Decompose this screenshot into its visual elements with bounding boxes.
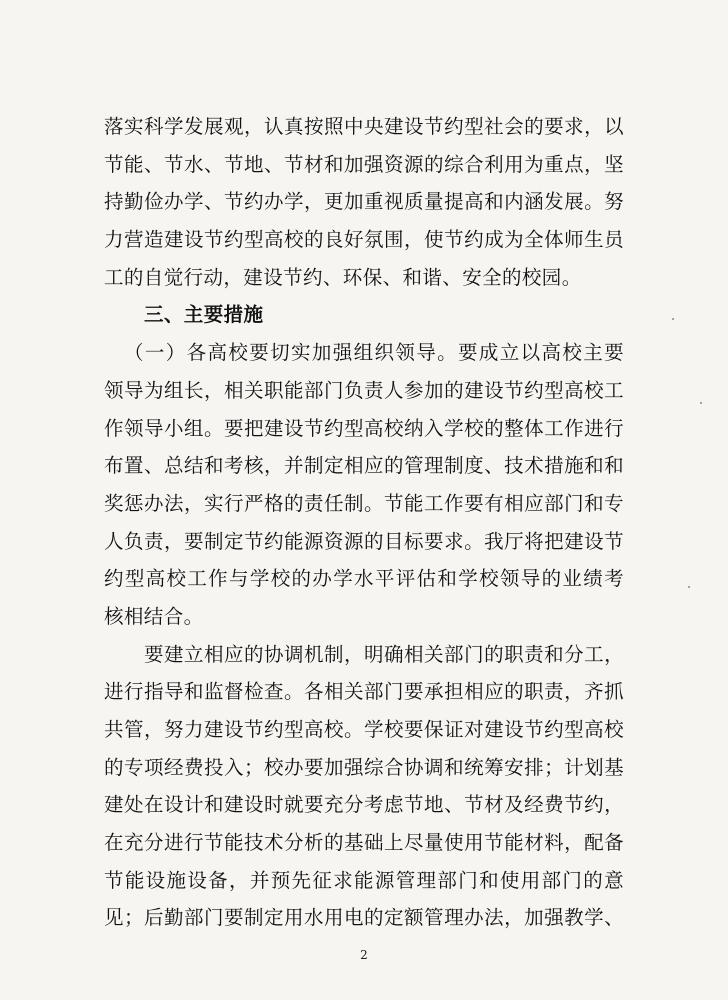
paragraph-2-line-3: 作领导小组。要把建设节约型高校纳入学校的整体工作进行 [104,416,624,440]
paragraph-3-line-7: 节能设施设备，并预先征求能源管理部门和使用部门的意 [104,868,624,892]
paragraph-2-line-1: （一）各高校要切实加强组织领导。要成立以高校主要 [124,341,624,365]
paragraph-2-line-8: 核相结合。 [104,604,204,628]
body-text [104,108,624,937]
scan-speck [672,318,674,320]
scan-speck [688,586,690,588]
paragraph-2-line-7: 约型高校工作与学校的办学水平评估和学校领导的业绩考 [104,567,624,591]
paragraph-3-line-5: 建处在设计和建设时就要充分考虑节地、节材及经费节约， [104,793,624,817]
paragraph-1-line-3: 持勤俭办学、节约办学，更加重视质量提高和内涵发展。努 [104,190,624,214]
paragraph-2-line-6: 人负责，要制定节约能源资源的目标要求。我厅将把建设节 [104,529,624,553]
paragraph-1-line-5: 工的自觉行动，建设节约、环保、和谐、安全的校园。 [104,265,582,289]
scan-speck [700,402,702,404]
paragraph-2-line-4: 布置、总结和考核，并制定相应的管理制度、技术措施和和 [104,454,624,478]
page-number: 2 [360,948,368,962]
paragraph-3-line-1: 要建立相应的协调机制，明确相关部门的职责和分工， [144,642,624,666]
paragraph-1-line-2: 节能、节水、节地、节材和加强资源的综合利用为重点，坚 [104,152,624,176]
paragraph-3-line-2: 进行指导和监督检查。各相关部门要承担相应的职责，齐抓 [104,680,624,704]
paragraph-3-line-4: 的专项经费投入；校办要加强综合协调和统筹安排；计划基 [104,755,624,779]
paragraph-3-line-6: 在充分进行节能技术分析的基础上尽量使用节能材料，配备 [104,831,624,855]
paragraph-3-line-3: 共管，努力建设节约型高校。学校要保证对建设节约型高校 [104,718,624,741]
paragraph-3-line-8: 见；后勤部门要制定用水用电的定额管理办法，加强教学、 [104,906,624,930]
paragraph-2-line-2: 领导为组长，相关职能部门负责人参加的建设节约型高校工 [104,378,624,402]
paragraph-1-line-1: 落实科学发展观，认真按照中央建设节约型社会的要求，以 [104,115,624,138]
paragraph-2-line-5: 奖惩办法，实行严格的责任制。节能工作要有相应部门和专 [104,491,624,515]
paragraph-1-line-4: 力营造建设节约型高校的良好氛围，使节约成为全体师生员 [104,228,624,252]
section-heading: 三、主要措施 [144,303,264,327]
